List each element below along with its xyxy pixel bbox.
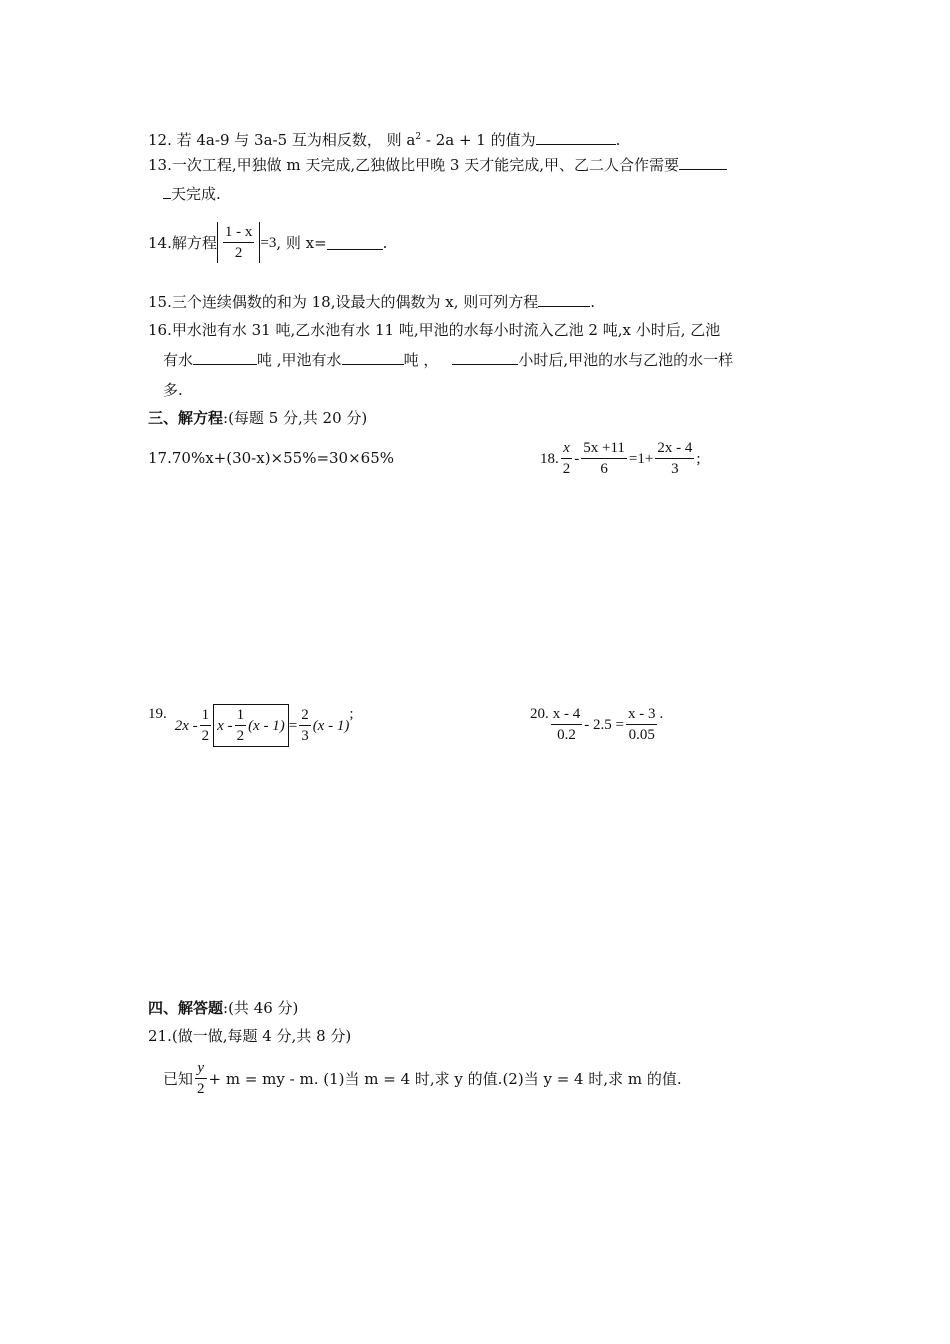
q14-prefix: 14.解方程 — [148, 233, 217, 252]
q14-answer-blank[interactable] — [327, 235, 383, 250]
q12-text-b: - 2a + 1 的值为 — [421, 131, 536, 149]
q19-rhs: (x - 1) — [312, 717, 350, 734]
q21-fraction — [195, 1058, 207, 1099]
question-12 — [148, 127, 620, 150]
section-3-heading — [148, 408, 367, 428]
q20-f2-num: x - 3 — [626, 704, 658, 725]
q21-header: 21.(做一做,每题 4 分,共 8 分) — [148, 1027, 352, 1045]
section-4-title: 四、解答题 — [148, 999, 224, 1017]
q18-f1-den: 2 — [562, 461, 571, 477]
q16-l2c: 吨 ， — [403, 351, 439, 369]
q13-line2-end: 天完成. — [171, 185, 221, 203]
section-4-note: :(共 46 分) — [223, 999, 299, 1017]
q16-l2d: 小时后,甲池的水与乙池的水一样 — [518, 351, 734, 369]
q21-rest: + m = my - m. (1)当 m = 4 时,求 y 的值.(2)当 y = 4 时,求 m 的值. — [208, 1069, 682, 1088]
q13-line1: 13.一次工程,甲独做 m 天完成,乙独做比甲晚 3 天才能完成,甲、乙二人合作需要 — [148, 156, 680, 174]
q18-f1-num: x — [561, 438, 573, 459]
question-21-body — [163, 1058, 682, 1099]
q12-text: 12. 若 4a-9 与 3a-5 互为相反数， 则 a — [148, 131, 416, 149]
question-21-header — [148, 1026, 351, 1046]
q21-f-num: y — [195, 1058, 207, 1079]
q19-h2-num: 1 — [235, 705, 247, 726]
section-3-title: 三、解方程 — [148, 409, 224, 427]
q20-fraction-1 — [551, 704, 583, 745]
question-18 — [540, 438, 701, 479]
q19-t-num: 2 — [299, 705, 311, 726]
q15-text: 15.三个连续偶数的和为 18,设最大的偶数为 x, 则可列方程 — [148, 293, 539, 311]
q13-answer-blank[interactable] — [679, 155, 727, 170]
q18-fraction-1 — [561, 438, 573, 479]
question-13-line2 — [163, 184, 221, 204]
q19-bracket — [213, 704, 289, 747]
q19-inner-1: x - — [217, 717, 233, 734]
q18-minus: - — [574, 450, 580, 467]
q20-label: 20. — [530, 706, 549, 722]
q16-line3: 多. — [163, 381, 183, 399]
q19-two-thirds — [299, 705, 311, 746]
q19-inner-2: (x - 1) — [248, 717, 285, 734]
q18-label: 18. — [540, 450, 559, 467]
q19-label: 19. — [148, 706, 167, 722]
q13-answer-blank-cont[interactable] — [163, 184, 171, 199]
q14-denominator: 2 — [234, 245, 243, 261]
q15-answer-blank[interactable] — [538, 292, 590, 307]
q18-f3-den: 3 — [671, 461, 679, 477]
q18-f3-num: 2x - 4 — [655, 438, 694, 459]
q18-f2-den: 6 — [600, 461, 608, 477]
question-15 — [148, 292, 595, 312]
q19-end: ; — [349, 706, 354, 722]
question-13 — [148, 155, 727, 175]
question-17 — [148, 448, 394, 468]
question-19 — [148, 704, 354, 747]
q20-f2-den: 0.05 — [628, 727, 655, 743]
q19-term-a: 2x - — [174, 717, 198, 734]
q18-end: ; — [696, 450, 701, 467]
q16-blank-3[interactable] — [452, 350, 518, 365]
q19-equals: = — [288, 717, 298, 734]
question-16-line3 — [163, 380, 183, 400]
q19-half-1 — [200, 705, 212, 746]
q19-t-den: 3 — [301, 728, 309, 744]
q16-l2b: 吨 ,甲池有水 — [257, 351, 342, 369]
question-16-line2 — [163, 350, 733, 370]
question-14 — [148, 222, 387, 263]
q20-mid: - 2.5 = — [584, 716, 624, 733]
q20-f1-num: x - 4 — [551, 704, 583, 725]
q18-fraction-3 — [655, 438, 694, 479]
section-4-heading — [148, 998, 298, 1018]
q15-end: . — [590, 293, 596, 311]
q18-equals: =1+ — [628, 450, 654, 467]
q16-l2a: 有水 — [163, 351, 194, 369]
q16-blank-1[interactable] — [193, 350, 257, 365]
q17-text: 17.70%x+(30-x)×55%=30×65% — [148, 449, 395, 467]
q20-end: . — [659, 706, 664, 722]
q12-superscript: 2 — [415, 132, 422, 142]
q19-half-2 — [235, 705, 247, 746]
q19-h1-den: 2 — [201, 728, 210, 744]
q14-suffix: , 则 x= — [276, 233, 327, 252]
question-20 — [530, 704, 663, 745]
q12-answer-blank[interactable] — [536, 130, 616, 145]
question-16 — [148, 320, 720, 340]
q21-prefix: 已知 — [163, 1069, 194, 1088]
q18-f2-num: 5x +11 — [581, 438, 627, 459]
q19-h1-num: 1 — [200, 705, 212, 726]
q14-fraction — [223, 222, 255, 263]
q20-f1-den: 0.2 — [557, 727, 576, 743]
q20-fraction-2 — [626, 704, 658, 745]
q19-h2-den: 2 — [236, 728, 245, 744]
section-3-note: :(每题 5 分,共 20 分) — [223, 409, 368, 427]
q14-numerator: 1 - x — [223, 222, 255, 243]
q14-equals: =3 — [260, 234, 277, 251]
q18-fraction-2 — [581, 438, 627, 479]
q12-end: . — [615, 131, 621, 149]
q14-absolute-value — [217, 222, 261, 263]
q21-f-den: 2 — [197, 1081, 205, 1097]
q16-blank-2[interactable] — [342, 350, 404, 365]
q16-line1: 16.甲水池有水 31 吨,乙水池有水 11 吨,甲池的水每小时流入乙池 2 吨,x 小时后, 乙池 — [148, 321, 721, 339]
q14-end: . — [382, 233, 388, 252]
